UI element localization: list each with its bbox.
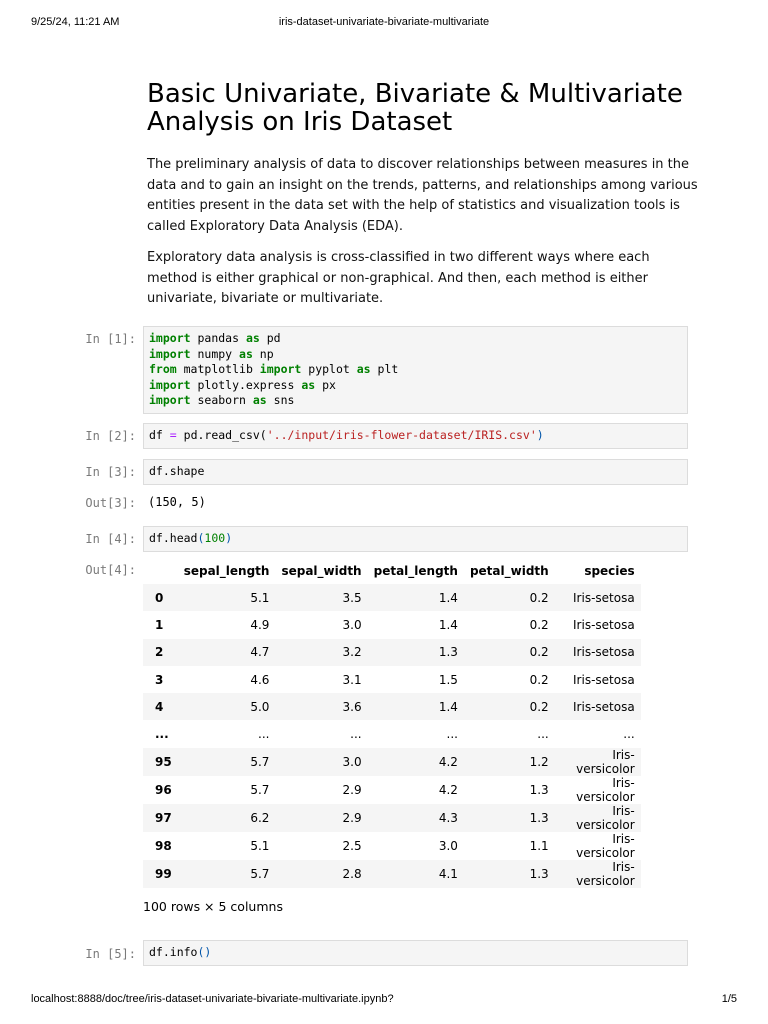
table-cell: 1.3 xyxy=(529,866,549,881)
table-cell: 2.9 xyxy=(342,782,362,797)
code-line: from matplotlib import pyplot as plt xyxy=(149,362,399,376)
table-cell: Iris-setosa xyxy=(573,590,635,605)
table-cell: ... xyxy=(537,727,549,742)
table-cell: 6.2 xyxy=(250,810,270,825)
dataframe-table xyxy=(143,558,641,888)
code-cell-info[interactable] xyxy=(143,940,688,966)
row-index: 98 xyxy=(155,838,172,853)
table-row xyxy=(143,804,641,832)
row-index: 95 xyxy=(155,754,172,769)
table-cell: Iris-versicolor xyxy=(576,859,635,888)
page-number: 1/5 xyxy=(721,993,737,1005)
table-cell: 3.2 xyxy=(342,645,362,660)
code-cell-imports[interactable] xyxy=(143,326,688,414)
print-title: iris-dataset-univariate-bivariate-multivariate xyxy=(278,16,490,28)
column-header-species: species xyxy=(584,564,635,578)
table-cell: 0.2 xyxy=(529,699,549,714)
row-index: 2 xyxy=(155,645,164,660)
table-cell: 1.4 xyxy=(438,699,458,714)
code-cell-read-csv[interactable] xyxy=(143,423,688,449)
table-cell: 3.0 xyxy=(342,754,362,769)
table-row xyxy=(143,832,641,860)
table-cell: 4.7 xyxy=(250,645,270,660)
table-cell: 1.3 xyxy=(529,810,549,825)
code-line: import numpy as np xyxy=(149,346,274,361)
table-cell: 2.5 xyxy=(342,838,362,853)
table-cell: 1.5 xyxy=(438,672,458,687)
table-cell: ... xyxy=(623,727,635,742)
table-header-row xyxy=(143,558,641,584)
table-row xyxy=(143,611,641,638)
table-row xyxy=(143,720,641,747)
row-index: 1 xyxy=(155,617,164,632)
cell-prompt-in2: In [2]: xyxy=(85,429,136,443)
cell-prompt-out3: Out[3]: xyxy=(85,496,136,510)
table-cell: 3.0 xyxy=(342,617,362,632)
code-line: df.head(100) xyxy=(149,531,233,545)
code-line: df.shape xyxy=(149,464,205,478)
column-header-sepal-length: sepal_length xyxy=(183,564,270,578)
code-line: import pandas as pd xyxy=(149,331,281,345)
table-cell: 2.8 xyxy=(342,866,362,881)
table-row xyxy=(143,748,641,776)
table-row xyxy=(143,693,641,720)
cell-prompt-in3: In [3]: xyxy=(85,465,136,479)
table-row xyxy=(143,584,641,611)
code-line: df = pd.read_csv('../input/iris-flower-dataset/IRIS.csv') xyxy=(149,428,544,442)
column-header-petal-width: petal_width xyxy=(469,564,549,578)
table-cell: 5.7 xyxy=(250,754,270,769)
print-footer xyxy=(0,993,768,1007)
table-cell: 1.4 xyxy=(438,617,458,632)
code-line: import plotly.express as px xyxy=(149,377,336,392)
intro-paragraph: The preliminary analysis of data to discover relationships between measures in the data and to gain an insight on the trends, patterns, and relationships among various entities present in the data set with the help of statistics and visualization tools is called Exploratory Data Analysis (EDA). xyxy=(147,157,698,234)
table-cell: 3.0 xyxy=(438,838,458,853)
table-cell: 4.6 xyxy=(250,672,270,687)
row-index: 0 xyxy=(155,590,164,605)
table-caption: 100 rows × 5 columns xyxy=(143,899,283,914)
table-cell: Iris-setosa xyxy=(573,699,635,714)
row-index: 97 xyxy=(155,810,172,825)
print-date: 9/25/24, 11:21 AM xyxy=(31,16,120,28)
table-cell: 4.3 xyxy=(438,810,458,825)
table-cell: Iris-setosa xyxy=(573,617,635,632)
table-cell: 1.3 xyxy=(438,645,458,660)
table-cell: 5.1 xyxy=(250,838,270,853)
table-row xyxy=(143,776,641,804)
table-cell: 1.4 xyxy=(438,590,458,605)
table-cell: 1.3 xyxy=(529,782,549,797)
table-cell: Iris-setosa xyxy=(573,645,635,660)
table-cell: 3.1 xyxy=(342,672,362,687)
table-cell: 4.1 xyxy=(438,866,458,881)
row-index: 3 xyxy=(155,672,164,687)
table-cell: ... xyxy=(350,727,362,742)
table-cell: 0.2 xyxy=(529,672,549,687)
code-line: import seaborn as sns xyxy=(149,393,295,407)
table-cell: 3.5 xyxy=(342,590,362,605)
table-cell: ... xyxy=(258,727,270,742)
code-cell-shape[interactable] xyxy=(143,459,688,485)
table-row xyxy=(143,639,641,666)
page-title: Basic Univariate, Bivariate & Multivariate Analysis on Iris Dataset xyxy=(147,79,683,137)
table-cell: Iris-versicolor xyxy=(576,803,635,832)
cell-prompt-in5: In [5]: xyxy=(85,947,136,961)
table-cell: 3.6 xyxy=(342,699,362,714)
row-index: 96 xyxy=(155,782,172,797)
table-cell: Iris-versicolor xyxy=(576,831,635,860)
table-cell: 5.7 xyxy=(250,782,270,797)
code-cell-head[interactable] xyxy=(143,526,688,552)
table-cell: Iris-versicolor xyxy=(576,775,635,804)
table-cell: 5.0 xyxy=(250,699,270,714)
table-cell: 2.9 xyxy=(342,810,362,825)
table-cell: 0.2 xyxy=(529,590,549,605)
table-cell: ... xyxy=(446,727,458,742)
row-index: 4 xyxy=(155,699,164,714)
table-cell: Iris-setosa xyxy=(573,672,635,687)
table-cell: 1.1 xyxy=(529,838,549,853)
table-cell: 4.2 xyxy=(438,754,458,769)
column-header-sepal-width: sepal_width xyxy=(281,564,362,578)
cell-prompt-in1: In [1]: xyxy=(85,332,136,346)
table-cell: 5.7 xyxy=(250,866,270,881)
table-cell: 5.1 xyxy=(250,590,270,605)
shape-output: (150, 5) xyxy=(148,495,206,509)
table-cell: 0.2 xyxy=(529,617,549,632)
table-cell: 1.2 xyxy=(529,754,549,769)
print-url: localhost:8888/doc/tree/iris-dataset-univariate-bivariate-multivariate.ipynb? xyxy=(31,993,394,1005)
cell-prompt-out4: Out[4]: xyxy=(85,563,136,577)
table-cell: 4.9 xyxy=(250,617,270,632)
print-header xyxy=(0,16,768,30)
cell-prompt-in4: In [4]: xyxy=(85,532,136,546)
table-row xyxy=(143,860,641,888)
table-cell: 0.2 xyxy=(529,645,549,660)
code-line: df.info() xyxy=(149,945,212,959)
row-index: 99 xyxy=(155,866,172,881)
eda-paragraph: Exploratory data analysis is cross-classified in two different ways where each method is either graphical or non-graphical. And then, each method is either univariate, bivariate or multivariate. xyxy=(147,250,650,306)
column-header-petal-length: petal_length xyxy=(373,564,458,578)
index-header xyxy=(143,558,178,584)
table-row xyxy=(143,666,641,693)
table-cell: Iris-versicolor xyxy=(576,747,635,776)
row-index: ... xyxy=(155,727,169,742)
table-cell: 4.2 xyxy=(438,782,458,797)
